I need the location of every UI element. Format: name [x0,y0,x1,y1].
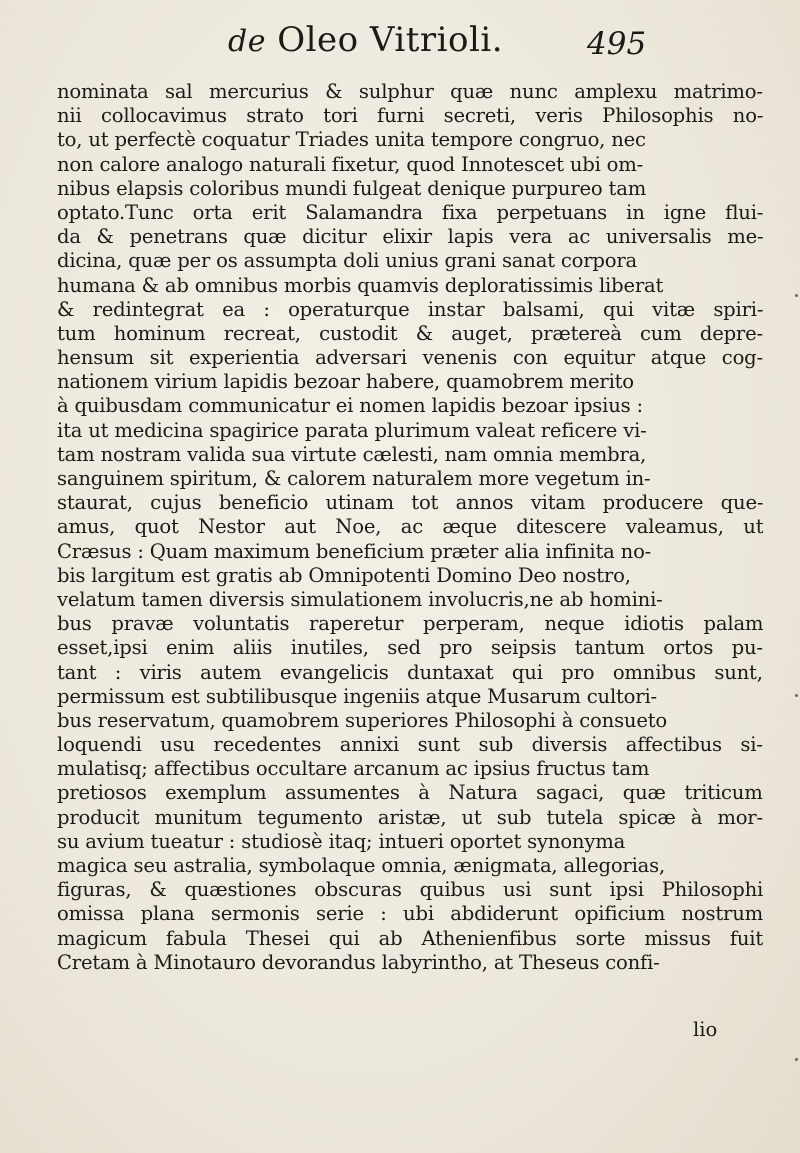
edge-speck [795,694,798,697]
catchword: lio [693,1018,718,1041]
text-line: magica seu astralia, symbolaque omnia, ænigmata, allegorias, [57,854,666,877]
text-line: nominata sal mercurius & sulphur quæ nunc amplexu matrimo- [57,80,763,103]
text-line: à quibusdam communicatur ei nomen lapidis bezoar ipsius : [57,394,643,418]
text-line: non calore analogo naturali fixetur, quod Innotescet ubi om- [57,152,644,176]
running-title [228,18,503,64]
text-line: pretiosos exemplum assumentes à Natura sagaci, quæ triticum [57,781,763,805]
text-line: Cretam à Minotauro devorandus labyrintho, at Theseus confi- [57,950,660,974]
text-line: tam nostram valida sua virtute cælesti, nam omnia membra, [57,442,647,466]
text-line: staurat, cujus beneficio utinam tot annos vitam producere que- [57,491,763,515]
text-line: nii collocavimus strato tori furni secreti, veris Philosophis no- [57,104,763,128]
text-line: hensum sit experientia adversari venenis con equitur atque cog- [57,346,763,370]
text-line: producit munitum tegumento aristæ, ut sub tutela spicæ à mor- [57,805,763,829]
text-line: nationem virium lapidis bezoar habere, quamobrem merito [57,370,634,394]
text-line: bis largitum est gratis ab Omnipotenti Domino Deo nostro, [57,563,631,587]
text-line: optato.Tunc orta erit Salamandra fixa perpetuans in igne flui- [57,200,763,224]
running-title-prefix: de [228,24,266,59]
page-header [0,12,800,72]
body-text [57,80,763,975]
text-line: magicum fabula Thesei qui ab Athenienfibus sorte missus fuit [57,926,763,950]
text-line: humana & ab omnibus morbis quamvis deploratissimis liberat [57,273,664,297]
text-line: bus reservatum, quamobrem superiores Philosophi à consueto [57,708,668,732]
text-line: nibus elapsis coloribus mundi fulgeat denique purpureo tam [57,176,647,200]
text-line: tant : viris autem evangelicis duntaxat qui pro omnibus sunt, [57,660,763,684]
text-line: bus pravæ voluntatis raperetur perperam, neque idiotis palam [57,612,763,636]
edge-speck [795,1058,798,1061]
text-line: loquendi usu recedentes annixi sunt sub diversis affectibus si- [57,733,763,757]
page-number: 495 [587,26,647,62]
text-line: Cræsus : Quam maximum beneficium præter alia infinita no- [57,539,652,563]
text-line: ita ut medicina spagirice parata plurimum valeat reficere vi- [57,418,647,442]
text-line: su avium tueatur : studiosè itaq; intueri oportet synonyma [57,829,626,853]
text-line: & redintegrat ea : operaturque instar balsami, qui vitæ spiri- [57,297,763,321]
text-line: velatum tamen diversis simulationem involucris,ne ab homini- [57,587,663,611]
text-line: dicina, quæ per os assumpta doli unius grani sanat corpora [57,249,638,273]
text-line: tum hominum recreat, custodit & auget, prætereà cum depre- [57,321,763,345]
text-line: to, ut perfectè coquatur Triades unita tempore congruo, nec [57,128,646,152]
text-line: permissum est subtilibusque ingeniis atque Musarum cultori- [57,684,657,708]
text-line: omissa plana sermonis serie : ubi abdiderunt opificium nostrum [57,902,763,926]
text-line: esset,ipsi enim aliis inutiles, sed pro seipsis tantum ortos pu- [57,636,763,660]
text-line: sanguinem spiritum, & calorem naturalem more vegetum in- [57,467,651,490]
edge-speck [795,294,798,297]
text-line: da & penetrans quæ dicitur elixir lapis vera ac universalis me- [57,225,763,249]
running-title-main: Oleo Vitrioli. [277,20,504,60]
text-line: mulatisq; affectibus occultare arcanum ac ipsius fructus tam [57,757,650,781]
text-line: amus, quot Nestor aut Noe, ac æque ditescere valeamus, ut [57,515,763,539]
text-line: figuras, & quæstiones obscuras quibus usi sunt ipsi Philosophi [57,878,763,902]
